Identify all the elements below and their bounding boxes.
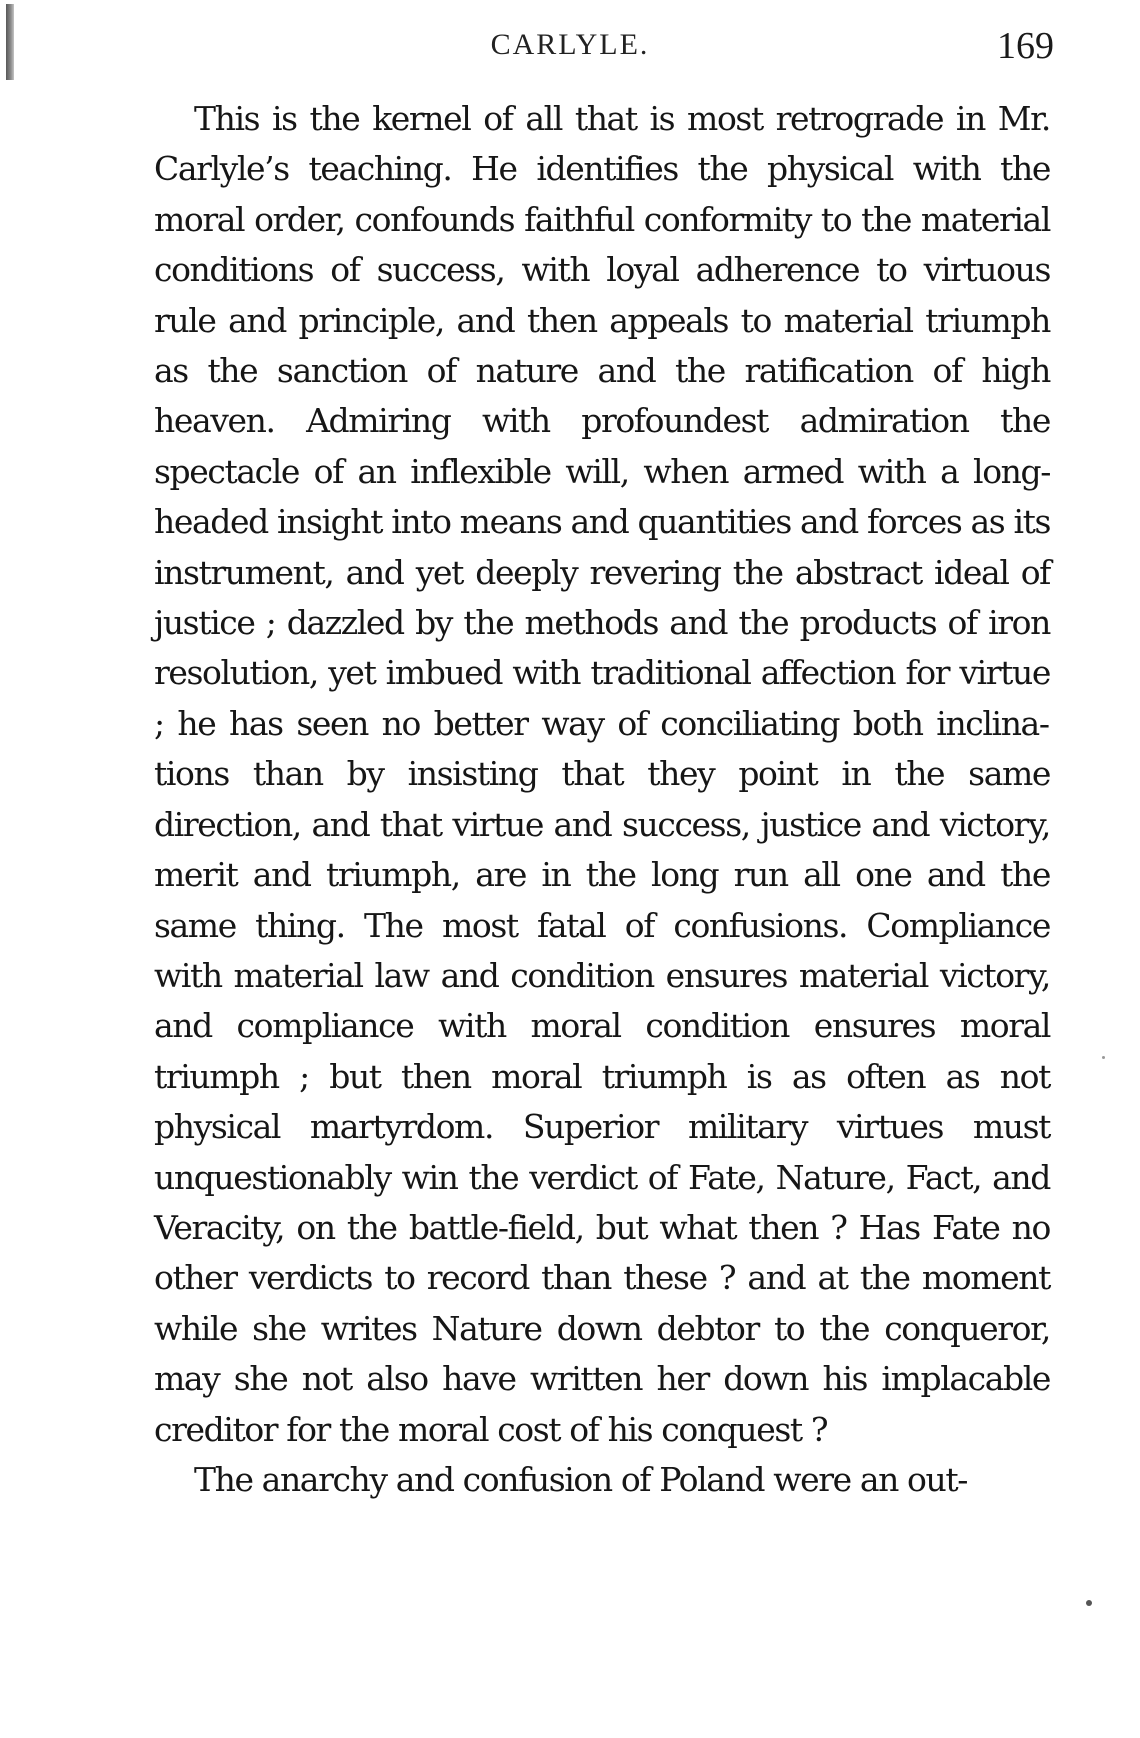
running-title: CARLYLE. (490, 28, 650, 61)
paragraph: The anarchy and confusion of Poland were an out- (194, 1459, 967, 1499)
body-text (154, 94, 1050, 1505)
ink-speck (1086, 1600, 1092, 1606)
running-head (0, 24, 1140, 67)
paragraph: This is the kernel of all that is most retrograde in Mr. Carlyle’s teaching. He identifies the physical with the moral order, confounds faithful conformity to the material conditions of success, with loyal adherence to virtuous rule and principle, and then appeals to material triumph as the sanction of nature and the ratification of high heaven. Admiring with profoundest admiration the spectacle of an inflexible will, when armed with a long-headed insight into means and quantities and forces as its instrument, and yet deeply revering the abstract ideal of justice ; dazzled by the methods and the products of iron resolution, yet imbued with traditional affection for virtue ; he has seen no better way of conciliating both inclinations than by insisting that they point in the same direction, and that virtue and success, justice and victory, merit and triumph, are in the long run all one and the same thing. The most fatal of confusions. Compliance with material law and condition ensures material victory, and compliance with moral condition ensures moral triumph ; but then moral triumph is as often as not physical martyrdom. Superior military virtues must unquestionably win the verdict of Fate, Nature, Fact, and Veracity, on the battle-field, but what then ? Has Fate no other verdicts to record than these ? and at the moment while she writes Nature down debtor to the conqueror, may she not also have written her down his implacable creditor for the moral cost of his conquest ? (154, 99, 1050, 1449)
page-number: 169 (997, 25, 1054, 67)
ink-speck (1102, 1056, 1105, 1059)
